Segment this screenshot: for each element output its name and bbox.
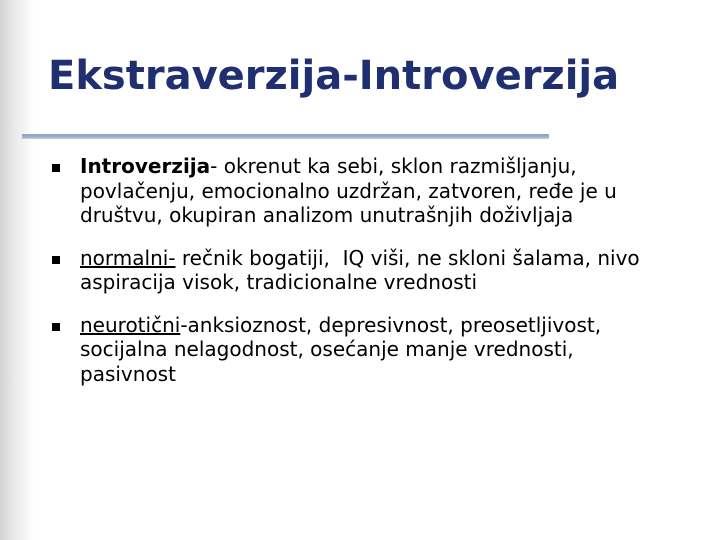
slide-title: Ekstraverzija-Introverzija <box>48 53 620 99</box>
bullet-description: rečnik bogatiji, IQ viši, ne skloni šalama, nivo aspiracija visok, tradicionalne vrednosti <box>80 245 647 294</box>
bullet-text <box>80 154 670 228</box>
title-divider <box>22 134 549 139</box>
square-bullet-icon <box>52 164 60 172</box>
bullet-text <box>80 313 670 387</box>
bullet-description: - okrenut ka sebi, sklon razmišljanju, povlačenju, emocionalno uzdržan, zatvoren, ređe je u društvu, okupiran analizom unutrašnjih doživljaja <box>80 154 617 227</box>
list-item <box>52 154 702 228</box>
square-bullet-icon <box>52 323 60 331</box>
bullet-description: -anksioznost, depresivnost, preosetljivost, socijalna nelagodnost, osećanje manje vrednosti, pasivnost <box>80 312 602 386</box>
term-introverzija: Introverzija <box>80 154 211 178</box>
term-normalni: normalni- <box>80 245 176 270</box>
list-item <box>52 313 702 387</box>
list-item <box>52 246 702 295</box>
square-bullet-icon <box>52 256 60 264</box>
bullet-text <box>80 246 670 295</box>
term-neuroticni: neurotični <box>80 312 181 337</box>
bullet-list <box>52 154 702 404</box>
